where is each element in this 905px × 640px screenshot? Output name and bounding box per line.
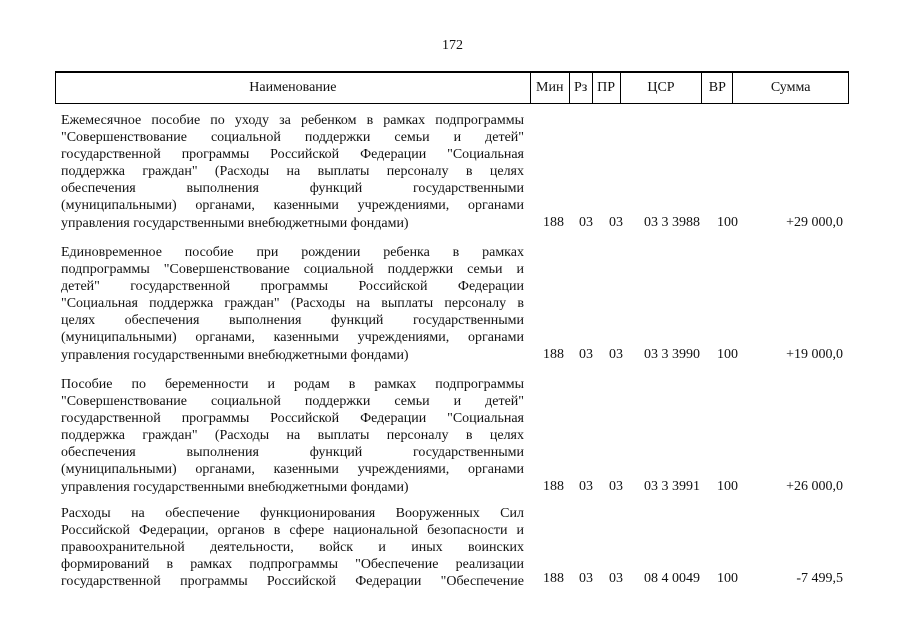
cell-pr: 03 bbox=[609, 347, 623, 362]
page-number: 172 bbox=[442, 38, 463, 53]
cell-pr: 03 bbox=[609, 479, 623, 494]
row-values bbox=[0, 346, 905, 363]
header-vr: ВР bbox=[701, 73, 732, 103]
description-line: подпрограммы "Совершенствование социальной поддержки семьи и bbox=[61, 262, 524, 278]
cell-sum: +29 000,0 bbox=[786, 215, 843, 230]
description-line: "Совершенствование социальной поддержки семьи и детей" bbox=[61, 130, 524, 146]
description-line: (муниципальными) органами, казенными учреждениями, органами bbox=[61, 330, 524, 346]
cell-csr: 03 3 3990 bbox=[644, 347, 700, 362]
cell-csr: 08 4 0049 bbox=[644, 571, 700, 586]
cell-min: 188 bbox=[543, 571, 564, 586]
description-line: (муниципальными) органами, казенными учреждениями, органами bbox=[61, 462, 524, 478]
header-min: Мин bbox=[530, 73, 569, 103]
description-line: поддержка граждан" (Расходы на выплаты персоналу в целях bbox=[61, 164, 524, 180]
description-line: "Социальная поддержка граждан" (Расходы на выплаты персоналу в bbox=[61, 296, 524, 312]
cell-rz: 03 bbox=[579, 479, 593, 494]
description-line: формирований в рамках подпрограммы "Обеспечение реализации bbox=[61, 557, 524, 573]
cell-min: 188 bbox=[543, 215, 564, 230]
cell-rz: 03 bbox=[579, 215, 593, 230]
cell-csr: 03 3 3991 bbox=[644, 479, 700, 494]
cell-vr: 100 bbox=[717, 571, 738, 586]
cell-pr: 03 bbox=[609, 215, 623, 230]
description-line: Пособие по беременности и родам в рамках подпрограммы bbox=[61, 377, 524, 392]
description-line: Российской Федерации, органов в сфере национальной безопасности и bbox=[61, 523, 524, 539]
cell-vr: 100 bbox=[717, 215, 738, 230]
description-line: Единовременное пособие при рождении ребенка в рамках bbox=[61, 245, 524, 260]
cell-rz: 03 bbox=[579, 347, 593, 362]
row-values bbox=[0, 214, 905, 231]
header-rz: Рз bbox=[569, 73, 592, 103]
header-pr: ПР bbox=[592, 73, 620, 103]
row-values bbox=[0, 478, 905, 495]
row-values bbox=[0, 570, 905, 587]
table-header bbox=[55, 71, 849, 104]
description-line: Ежемесячное пособие по уходу за ребенком в рамках подпрограммы bbox=[61, 113, 524, 128]
description-line: правоохранительной деятельности, войск и иных воинских bbox=[61, 540, 524, 556]
description-line: государственной программы Российской Федерации "Обеспечение bbox=[61, 574, 524, 590]
cell-sum: +19 000,0 bbox=[786, 347, 843, 362]
description-line: государственной программы Российской Федерации "Социальная bbox=[61, 411, 524, 427]
description-line: управления государственными внебюджетными фондами) bbox=[61, 347, 409, 363]
cell-pr: 03 bbox=[609, 571, 623, 586]
header-name: Наименование bbox=[249, 80, 337, 95]
description-line: управления государственными внебюджетными фондами) bbox=[61, 479, 409, 495]
description-line: управления государственными внебюджетными фондами) bbox=[61, 215, 409, 231]
description-line: "Совершенствование социальной поддержки семьи и детей" bbox=[61, 394, 524, 410]
description-line: обеспечения выполнения функций государственными bbox=[61, 181, 524, 197]
header-sum: Сумма bbox=[732, 73, 848, 103]
cell-sum: -7 499,5 bbox=[796, 571, 843, 586]
description-line: (муниципальными) органами, казенными учреждениями, органами bbox=[61, 198, 524, 214]
cell-vr: 100 bbox=[717, 347, 738, 362]
description-line: Расходы на обеспечение функционирования Вооруженных Сил bbox=[61, 506, 524, 521]
description-line: целях обеспечения выполнения функций государственными bbox=[61, 313, 524, 329]
cell-vr: 100 bbox=[717, 479, 738, 494]
header-csr: ЦСР bbox=[620, 73, 702, 103]
description-line: обеспечения выполнения функций государственными bbox=[61, 445, 524, 461]
cell-sum: +26 000,0 bbox=[786, 479, 843, 494]
cell-csr: 03 3 3988 bbox=[644, 215, 700, 230]
cell-min: 188 bbox=[543, 347, 564, 362]
cell-rz: 03 bbox=[579, 571, 593, 586]
description-line: детей" государственной программы Российской Федерации bbox=[61, 279, 524, 295]
description-line: поддержка граждан" (Расходы на выплаты персоналу в целях bbox=[61, 428, 524, 444]
cell-min: 188 bbox=[543, 479, 564, 494]
description-line: государственной программы Российской Федерации "Социальная bbox=[61, 147, 524, 163]
